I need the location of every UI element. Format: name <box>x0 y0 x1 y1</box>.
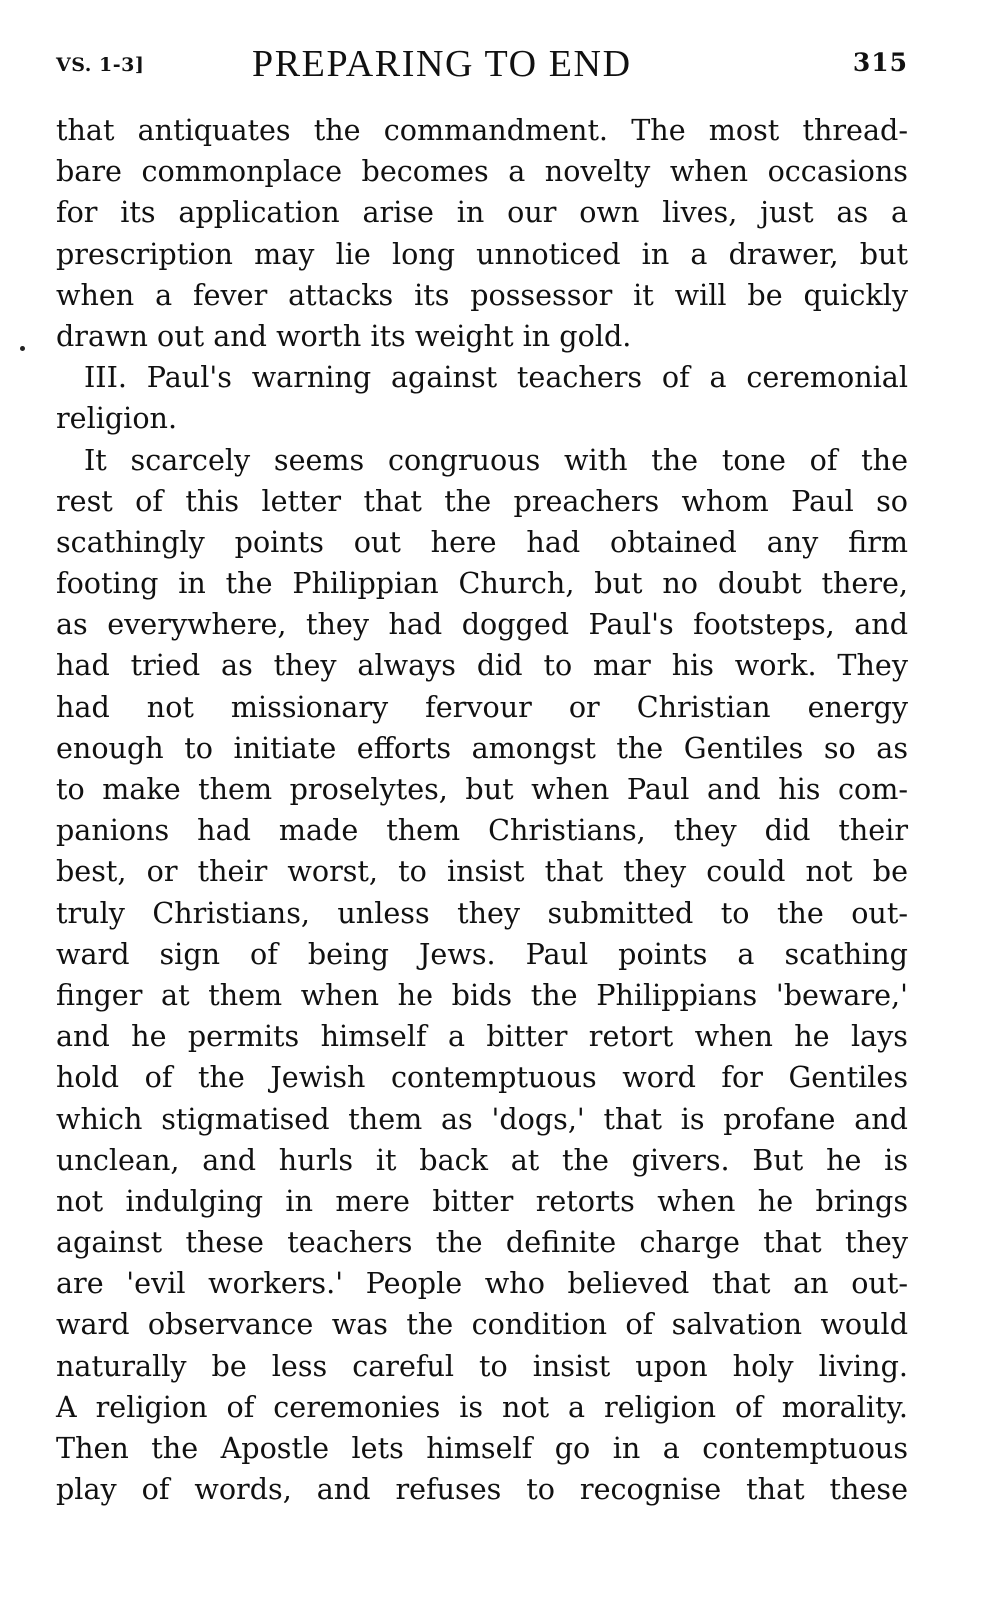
text-line: had not missionary fervour or Christian energy <box>56 689 908 724</box>
page-number: 315 <box>852 48 908 77</box>
text-line: play of words, and refuses to recognise that these <box>56 1472 908 1507</box>
text-line: finger at them when he bids the Philippians 'beware,' <box>56 977 908 1012</box>
text-line: when a fever attacks its possessor it will be quickly <box>56 277 908 312</box>
text-line: best, or their worst, to insist that they could not be <box>56 854 908 889</box>
text-line: not indulging in mere bitter retorts when he brings <box>56 1183 908 1218</box>
text-line: against these teachers the definite charge that they <box>56 1225 908 1260</box>
text-line: hold of the Jewish contemptuous word for Gentiles <box>56 1060 908 1095</box>
text-line: panions had made them Christians, they did their <box>56 813 908 848</box>
text-line: are 'evil workers.' People who believed that an out- <box>56 1266 908 1301</box>
text-line: ward observance was the condition of salvation would <box>56 1307 908 1342</box>
section-heading: religion. <box>56 401 178 436</box>
text-line: rest of this letter that the preachers whom Paul so <box>56 483 908 518</box>
text-line: for its application arise in our own lives, just as a <box>56 195 908 230</box>
text-line: scathingly points out here had obtained any firm <box>56 524 908 559</box>
text-line: Then the Apostle lets himself go in a contemptuous <box>56 1431 908 1465</box>
text-line: which stigmatised them as 'dogs,' that is profane and <box>56 1101 908 1136</box>
text-line: naturally be less careful to insist upon holy living. <box>56 1348 908 1383</box>
text-line: drawn out and worth its weight in gold. <box>56 318 632 353</box>
section-heading: III. Paul's warning against teachers of a ceremonial <box>84 360 908 395</box>
text-line: footing in the Philippian Church, but no doubt there, <box>56 566 908 601</box>
text-line: ward sign of being Jews. Paul points a scathing <box>56 936 908 971</box>
text-line: to make them proselytes, but when Paul and his com- <box>56 772 908 806</box>
verse-reference: VS. 1-3] <box>56 54 145 76</box>
chapter-title: PREPARING TO END <box>252 43 632 85</box>
text-line: as everywhere, they had dogged Paul's footsteps, and <box>56 607 908 642</box>
text-line: It scarcely seems congruous with the tone of the <box>84 442 908 477</box>
text-line: A religion of ceremonies is not a religion of morality. <box>56 1389 908 1424</box>
body-text <box>56 110 908 1510</box>
text-line: and he permits himself a bitter retort when he lays <box>56 1019 908 1054</box>
text-line: that antiquates the commandment. The most thread- <box>56 113 908 147</box>
margin-mark <box>20 346 25 351</box>
text-line: prescription may lie long unnoticed in a drawer, but <box>56 236 908 271</box>
running-head <box>56 44 908 88</box>
text-line: unclean, and hurls it back at the givers. But he is <box>56 1142 908 1177</box>
text-line: had tried as they always did to mar his work. They <box>56 648 908 683</box>
text-line: truly Christians, unless they submitted to the out- <box>56 895 908 930</box>
text-line: enough to initiate efforts amongst the Gentiles so as <box>56 730 908 765</box>
text-line: bare commonplace becomes a novelty when occasions <box>56 154 908 189</box>
